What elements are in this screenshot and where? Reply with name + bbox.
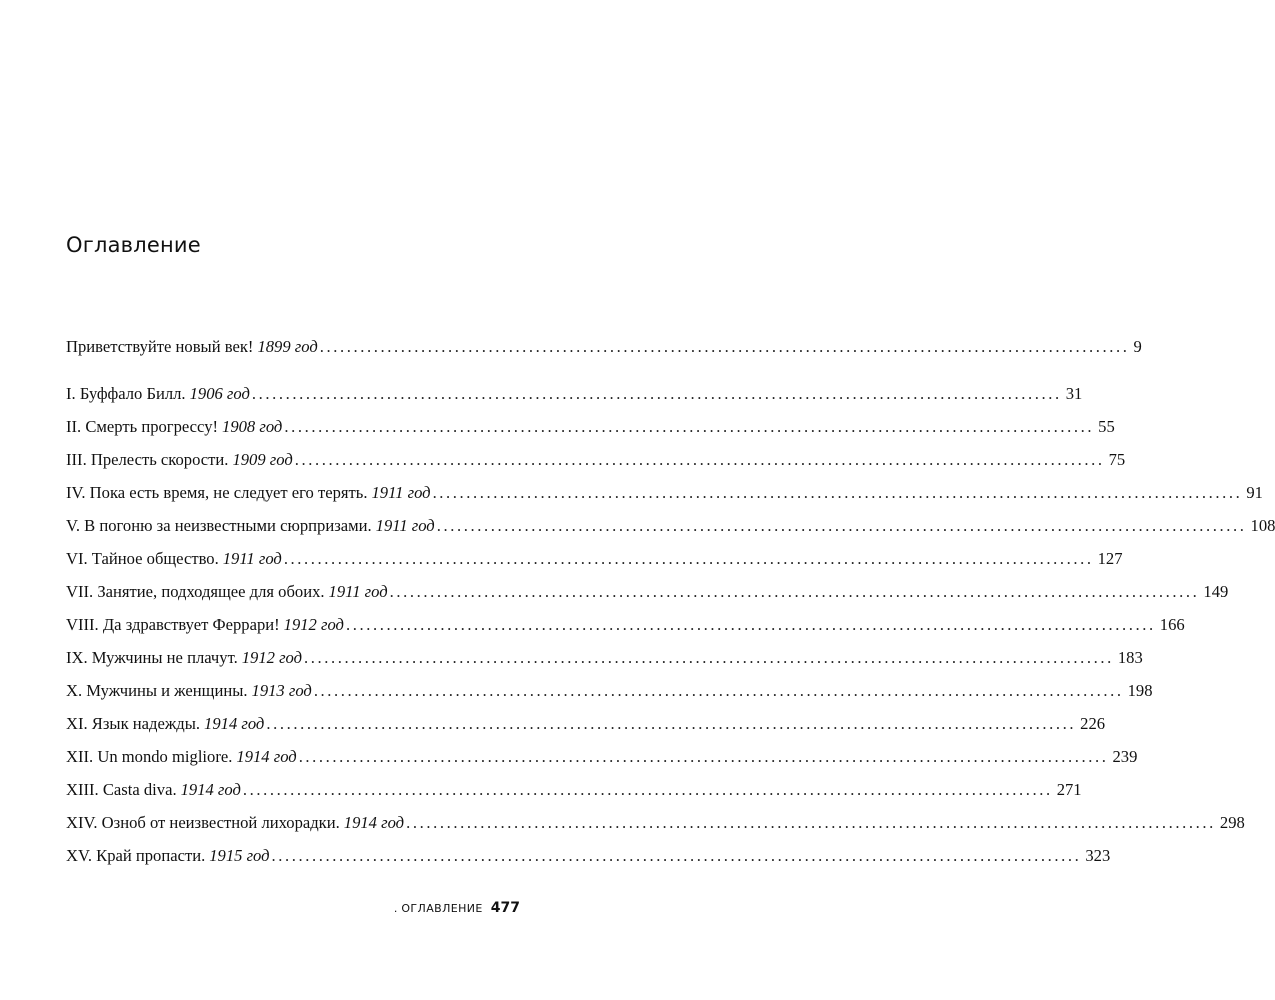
toc-entry-title: IX. Мужчины не плачут. — [66, 648, 238, 667]
toc-entry-page: 75 — [1108, 450, 1126, 469]
toc-leader-dots: ........................................................................................................................ — [298, 747, 1109, 766]
toc-entry-page: 198 — [1127, 681, 1153, 700]
toc-leader-dots: ........................................................................................................................ — [294, 450, 1105, 469]
toc-entry-year: 1914 год — [343, 813, 405, 832]
footer-section-label: ОГЛАВЛЕНИЕ — [401, 902, 483, 915]
toc-entry[interactable] — [66, 674, 1153, 707]
toc-entry-year: 1912 год — [241, 648, 303, 667]
toc-entry[interactable] — [66, 542, 1123, 575]
toc-entry-page: 323 — [1085, 846, 1111, 865]
toc-entry-year: 1911 год — [222, 549, 282, 568]
toc-entry-title: Приветствуйте новый век! — [66, 337, 254, 356]
toc-entry-year: 1914 год — [236, 747, 297, 766]
toc-entry-page: 166 — [1159, 615, 1185, 634]
toc-leader-dots: ........................................................................................................................ — [436, 516, 1247, 535]
toc-entry[interactable] — [66, 443, 1126, 476]
toc-entry-title: VII. Занятие, подходящее для обоих. — [66, 582, 325, 601]
toc-entry[interactable] — [66, 740, 1138, 773]
footer-separator: . — [393, 902, 398, 915]
toc-entry-page: 271 — [1056, 780, 1082, 799]
toc-entry-year: 1914 год — [204, 714, 265, 733]
toc-entry-year: 1911 год — [375, 516, 435, 535]
toc-entry[interactable] — [66, 707, 1106, 740]
toc-entry-title: XV. Край пропасти. — [66, 846, 206, 865]
page-title: Оглавление — [66, 233, 201, 257]
toc-entry[interactable] — [66, 806, 1245, 839]
toc-entry-year: 1913 год — [251, 681, 312, 700]
toc-entry-year: 1915 год — [209, 846, 270, 865]
toc-entry-page: 149 — [1203, 582, 1229, 601]
toc-entry[interactable] — [66, 641, 1143, 674]
toc-entry-page: 298 — [1219, 813, 1245, 832]
toc-leader-dots: ........................................................................................................................ — [389, 582, 1200, 601]
toc-entry-title: I. Буффало Билл. — [66, 384, 186, 403]
toc-leader-dots: ........................................................................................................................ — [319, 337, 1130, 356]
toc-entry[interactable] — [66, 476, 1263, 509]
toc-entry[interactable] — [66, 773, 1082, 806]
toc-leader-dots: ........................................................................................................................ — [242, 780, 1053, 799]
toc-leader-dots: ........................................................................................................................ — [284, 417, 1095, 436]
toc-entry-title: VI. Тайное общество. — [66, 549, 219, 568]
toc-entry-page: 31 — [1065, 384, 1083, 403]
toc-entry-title: XII. Un mondo migliore. — [66, 747, 233, 766]
toc-leader-dots: ........................................................................................................................ — [406, 813, 1216, 832]
toc-leader-dots: ........................................................................................................................ — [266, 714, 1077, 733]
toc-entry-title: XIII. Casta diva. — [66, 780, 177, 799]
toc-entry-year: 1912 год — [283, 615, 344, 634]
toc-entry-title: V. В погоню за неизвестными сюрпризами. — [66, 516, 372, 535]
toc-entry-year: 1909 год — [232, 450, 293, 469]
toc-entry-title: IV. Пока есть время, не следует его терять. — [66, 483, 368, 502]
toc-leader-dots: ........................................................................................................................ — [313, 681, 1124, 700]
table-of-contents — [66, 330, 1275, 872]
running-footer — [394, 900, 520, 916]
toc-entry-page: 127 — [1097, 549, 1123, 568]
toc-entry-page: 239 — [1112, 747, 1138, 766]
toc-entry-title: VIII. Да здравствует Феррари! — [66, 615, 280, 634]
toc-leader-dots: ........................................................................................................................ — [345, 615, 1156, 634]
toc-entry-title: III. Прелесть скорости. — [66, 450, 229, 469]
toc-entry-title: XIV. Озноб от неизвестной лихорадки. — [66, 813, 340, 832]
toc-entry[interactable] — [66, 330, 1142, 377]
toc-entry-year: 1911 год — [371, 483, 431, 502]
toc-entry-year: 1911 год — [328, 582, 388, 601]
toc-entry-title: X. Мужчины и женщины. — [66, 681, 248, 700]
toc-entry[interactable] — [66, 575, 1229, 608]
toc-leader-dots: ........................................................................................................................ — [283, 549, 1094, 568]
toc-entry-page: 91 — [1246, 483, 1263, 502]
toc-entry-page: 183 — [1117, 648, 1143, 667]
toc-entry-title: II. Смерть прогрессу! — [66, 417, 219, 436]
toc-entry-year: 1899 год — [257, 337, 318, 356]
toc-entry[interactable] — [66, 377, 1083, 410]
toc-entry-year: 1908 год — [222, 417, 283, 436]
toc-entry[interactable] — [66, 608, 1185, 641]
toc-entry[interactable] — [66, 839, 1111, 872]
toc-leader-dots: ........................................................................................................................ — [304, 648, 1114, 667]
footer-page-number: 477 — [490, 900, 520, 916]
toc-entry[interactable] — [66, 410, 1115, 443]
toc-entry-title: XI. Язык надежды. — [66, 714, 201, 733]
toc-entry-page: 9 — [1133, 337, 1142, 356]
toc-entry[interactable] — [66, 509, 1275, 542]
toc-entry-year: 1914 год — [180, 780, 241, 799]
toc-entry-page: 226 — [1080, 714, 1106, 733]
toc-entry-year: 1906 год — [189, 384, 250, 403]
toc-entry-page: 108 — [1250, 516, 1275, 535]
toc-leader-dots: ........................................................................................................................ — [251, 384, 1062, 403]
toc-entry-page: 55 — [1098, 417, 1115, 436]
toc-leader-dots: ........................................................................................................................ — [271, 846, 1082, 865]
toc-leader-dots: ........................................................................................................................ — [432, 483, 1243, 502]
